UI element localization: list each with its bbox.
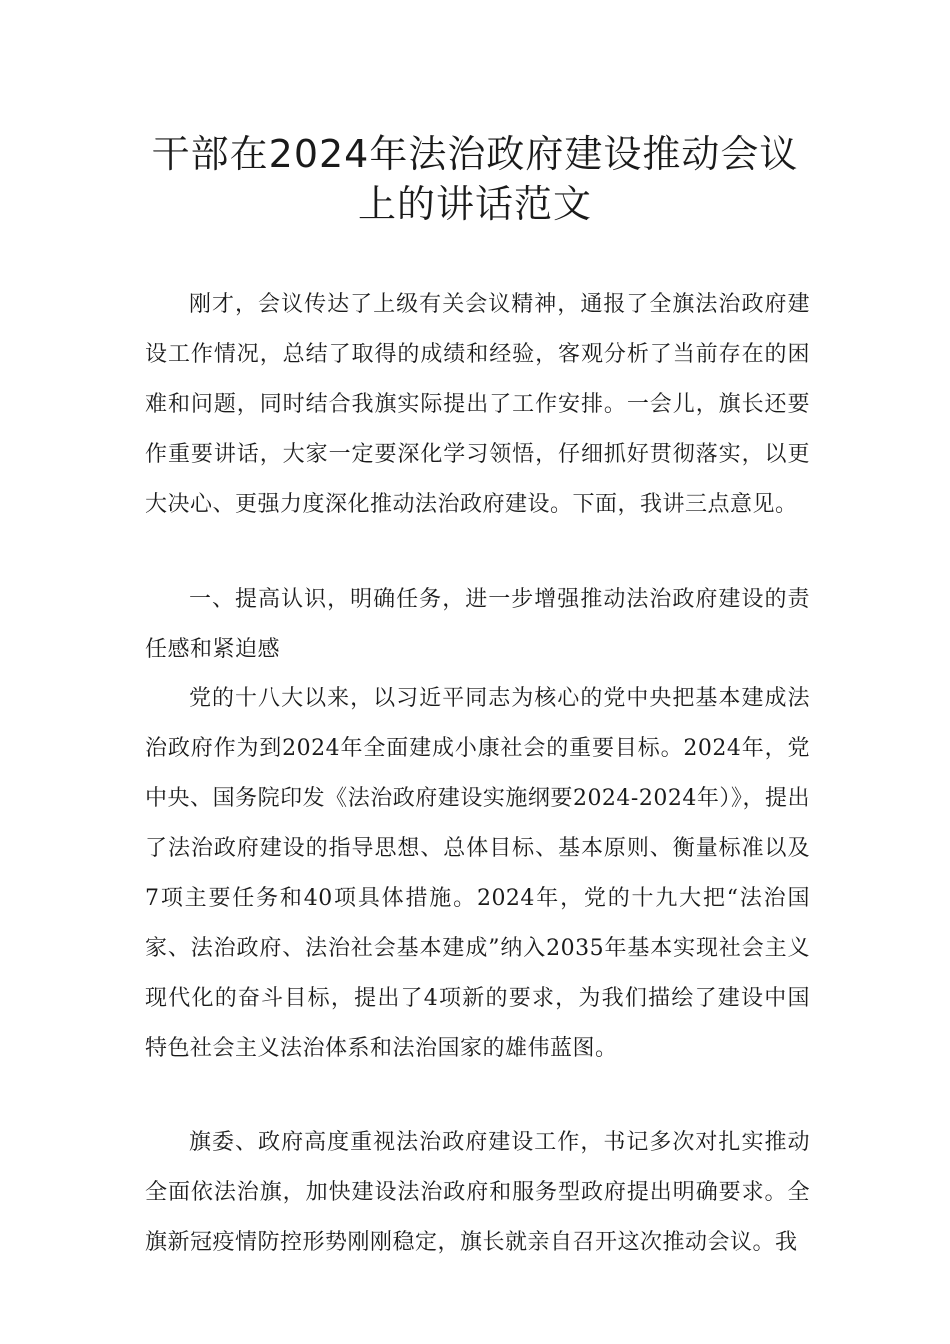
document-title-line-2: 上的讲话范文	[357, 182, 592, 226]
paragraph-background: 党的十八大以来，以习近平同志为核心的党中央把基本建成法治政府作为到2024年全面建成小康社会的重要目标。2024年，党中央、国务院印发《法治政府建设实施纲要2024-2024年）》，提出了法治政府建设的指导思想、总体目标、基本原则、衡量标准以及7项主要任务和40项具体措施。2024年，党的十九大把“法治国家、法治政府、法治社会基本建成”纳入2035年基本实现社会主义现代化的奋斗目标，提出了4项新的要求，为我们描绘了建设中国特色社会主义法治体系和法治国家的雄伟蓝图。	[145, 686, 810, 1061]
paragraph-intro: 刚才，会议传达了上级有关会议精神，通报了全旗法治政府建设工作情况，总结了取得的成绩和经验，客观分析了当前存在的困难和问题，同时结合我旗实际提出了工作安排。一会儿，旗长还要作重要讲话，大家一定要深化学习领悟，仔细抓好贯彻落实，以更大决心、更强力度深化推动法治政府建设。下面，我讲三点意见。	[145, 292, 810, 517]
document-title-line-1: 干部在2024年法治政府建设推动会议	[151, 132, 799, 176]
paragraph-local-emphasis: 旗委、政府高度重视法治政府建设工作，书记多次对扎实推动全面依法治旗，加快建设法治政府和服务型政府提出明确要求。全旗新冠疫情防控形势刚刚稳定，旗长就亲自召开这次推动会议。我	[145, 1130, 810, 1255]
section-heading-1: 一、提高认识，明确任务，进一步增强推动法治政府建设的责任感和紧迫感	[145, 587, 810, 662]
